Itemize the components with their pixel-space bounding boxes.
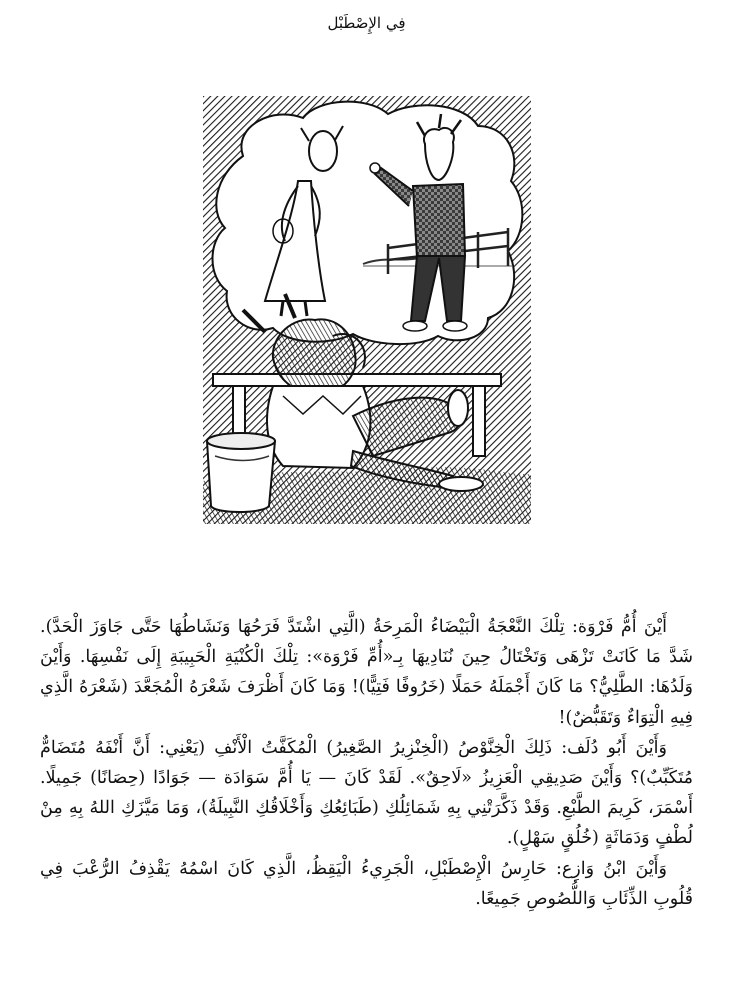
paragraph: أَيْنَ أُمُّ فَرْوَة: تِلْكَ النَّعْجَةُ الْبَيْضَاءُ الْمَرِحَةُ (الَّتِي اشْتَدَّ فَرَحُهَا وَنَشَاطُهَا حَتَّى جَاوَزَ الْحَدَّ). شَدَّ مَا كَانَتْ تَزْهَى وَتَخْتَالُ حِينَ نُنَادِيهَا بِـ«أُمِّ فَرْوَة»: تِلْكَ الْكُنْيَةِ الْحَبِيبَةِ إِلَى نَفْسِهَا. وَأَيْنَ وَلَدُهَا: الطَّلِيُّ؟ مَا كَانَ أَجْمَلَهُ حَمَلًا (خَرُوفًا فَتِيًّا)! وَمَا كَانَ أَظْرَفَ شَعْرَهُ الْمُجَعَّدَ (شَعْرَهُ الَّذِي فِيهِ الْتِوَاءٌ وَتَقَبُّضٌ)! xyxy=(40,617,693,728)
body-text xyxy=(40,612,693,914)
paragraph: وَأَيْنَ ابْنُ وَازِع: حَارِسُ الْإِصْطَبْلِ، الْجَرِيءُ الْيَقِظُ، الَّذِي كَانَ اسْمُهُ يَقْذِفُ الرُّعْبَ فِي قُلُوبِ الذِّئَابِ وَاللُّصُوصِ جَمِيعًا. xyxy=(40,858,693,909)
illustration-icon xyxy=(203,96,531,524)
illustration xyxy=(203,96,531,524)
paragraph: وَأَيْنَ أَبُو دُلَف: ذَلِكَ الْخِنَّوْصُ (الْخِنْزِيرُ الصَّغِيرُ) الْمُكَفَّتُ الْأَنْفِ (يَعْنِي: أَنَّ أَنْفَهُ مُتَضَامٌّ مُتَكَبِّبٌ)؟ وَأَيْنَ صَدِيقِي الْعَزِيزُ «لَاحِقٌ». لَقَدْ كَانَ — يَا أُمَّ سَوَادَة — جَوَادًا (حِصَانًا) جَمِيلًا. أَسْمَرَ، كَرِيمَ الطَّبْعِ. وَقَدْ ذَكَّرَتْنِي بِهِ شَمَائِلُكِ (طَبَائِعُكِ وَأَخْلَاقُكِ النَّبِيلَةُ)، وَمَا مَيَّزَكِ اللهُ بِهِ مِنْ لُطْفٍ وَدَمَاثَةٍ (خُلُقٍ سَهْلٍ). xyxy=(40,737,693,849)
running-head: فِي الإِصْطَبْل xyxy=(327,14,406,32)
